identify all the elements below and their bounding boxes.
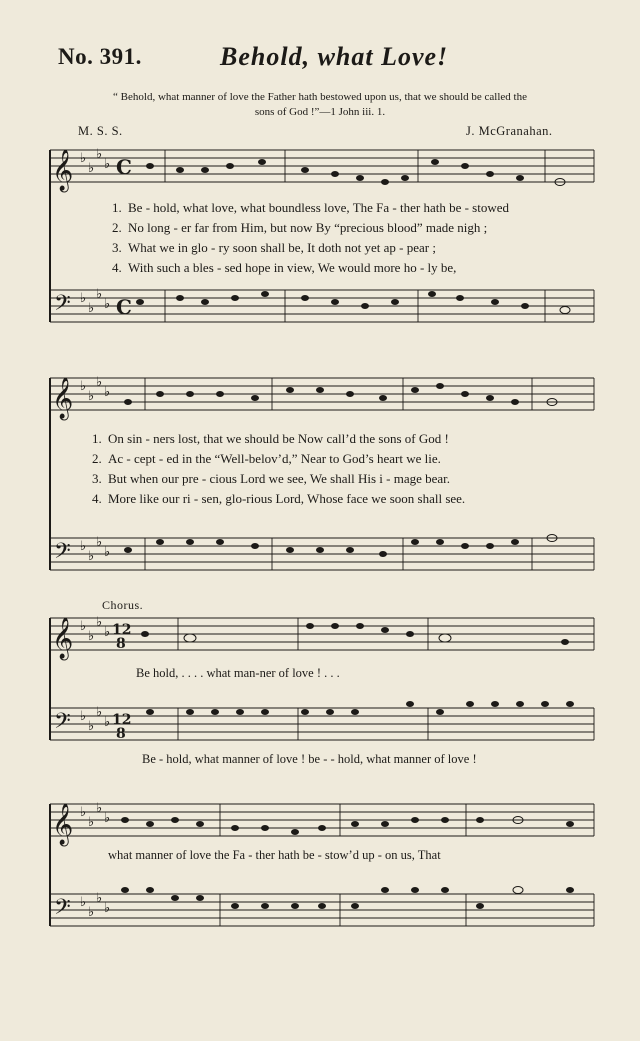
- svg-text:♭: ♭: [80, 379, 87, 394]
- svg-text:♭: ♭: [104, 811, 111, 826]
- hymn-number: No. 391.: [58, 44, 142, 69]
- svg-text:♭: ♭: [80, 151, 87, 166]
- bass-clef-icon: 𝄢: [54, 709, 71, 739]
- scripture-line-2: sons of God !”—1 John iii. 1.: [254, 106, 386, 118]
- svg-text:♭: ♭: [96, 615, 103, 630]
- treble-clef-icon: 𝄞: [52, 150, 74, 191]
- svg-text:8: 8: [116, 636, 126, 652]
- svg-text:♭: ♭: [104, 625, 111, 640]
- chorus-treble-lyric: Be hold, . . . . what man-ner of love ! . . .: [136, 666, 340, 680]
- svg-text:♭: ♭: [88, 815, 95, 830]
- composer-credit: J. McGranahan.: [466, 124, 553, 138]
- bass-clef-icon: 𝄢: [54, 895, 71, 925]
- svg-text:♭: ♭: [96, 801, 103, 816]
- svg-text:♭: ♭: [104, 297, 111, 312]
- verse-3-line-system1: 3. What we in glo - ry soon shall be, It doth not yet ap - pear ;: [112, 240, 436, 255]
- svg-text:C: C: [116, 155, 132, 179]
- svg-text:12: 12: [112, 712, 132, 728]
- staff-chorus-treble: [50, 618, 594, 650]
- svg-text:♭: ♭: [104, 901, 111, 916]
- system4-lyric: what manner of love the Fa - ther hath be - stow’d up - on us, That: [108, 848, 441, 862]
- hymn-title: Behold, what Love!: [220, 42, 449, 71]
- staff-system2-treble: [50, 378, 594, 410]
- staff-chorus-bass: [50, 708, 594, 740]
- svg-text:♭: ♭: [88, 629, 95, 644]
- svg-text:♭: ♭: [88, 389, 95, 404]
- staff-system4-bass: [50, 894, 594, 926]
- svg-text:♭: ♭: [104, 545, 111, 560]
- chorus-bass-lyric: Be - hold, what manner of love ! be - - hold, what manner of love !: [142, 752, 477, 766]
- staff-system4-treble: [50, 804, 594, 836]
- treble-clef-icon: 𝄞: [52, 804, 74, 845]
- verse-3-line-system2: 3. But when our pre - cious Lord we see, We shall His i - mage bear.: [92, 471, 451, 486]
- svg-text:♭: ♭: [80, 619, 87, 634]
- chorus-label: Chorus.: [102, 598, 144, 612]
- svg-text:♭: ♭: [80, 539, 87, 554]
- svg-text:♭: ♭: [96, 375, 103, 390]
- svg-text:♭: ♭: [80, 895, 87, 910]
- svg-text:12: 12: [112, 622, 132, 638]
- svg-text:♭: ♭: [88, 549, 95, 564]
- treble-clef-icon: 𝄞: [52, 378, 74, 419]
- verse-2-line-system2: 2. Ac - cept - ed in the “Well-belov’d,” Near to God’s heart we lie.: [92, 451, 441, 466]
- verse-2-line-system1: 2. No long - er far from Him, but now By “precious blood” made nigh ;: [112, 220, 488, 235]
- svg-text:8: 8: [116, 726, 126, 742]
- svg-text:♭: ♭: [96, 287, 103, 302]
- svg-text:♭: ♭: [88, 719, 95, 734]
- scripture-line-1: “ Behold, what manner of love the Father hath bestowed upon us, that we should be called the: [113, 91, 527, 103]
- svg-text:♭: ♭: [80, 291, 87, 306]
- verse-1-line-system2: 1. On sin - ners lost, that we should be Now call’d the sons of God !: [92, 431, 449, 446]
- svg-text:♭: ♭: [104, 157, 111, 172]
- verse-1-line-system1: 1. Be - hold, what love, what boundless love, The Fa - ther hath be - stowed: [112, 200, 510, 215]
- svg-text:C: C: [116, 295, 132, 319]
- svg-text:♭: ♭: [104, 715, 111, 730]
- svg-text:♭: ♭: [96, 891, 103, 906]
- treble-clef-icon: 𝄞: [52, 618, 74, 659]
- svg-text:♭: ♭: [104, 385, 111, 400]
- svg-text:♭: ♭: [88, 301, 95, 316]
- svg-text:♭: ♭: [80, 805, 87, 820]
- svg-text:♭: ♭: [96, 705, 103, 720]
- svg-text:♭: ♭: [96, 147, 103, 162]
- verse-4-line-system1: 4. With such a bles - sed hope in view, We would more ho - ly be,: [112, 260, 457, 275]
- bass-clef-icon: 𝄢: [54, 539, 71, 569]
- verse-4-line-system2: 4. More like our ri - sen, glo-rious Lord, Whose face we soon shall see.: [92, 491, 466, 506]
- svg-text:♭: ♭: [88, 161, 95, 176]
- svg-text:♭: ♭: [96, 535, 103, 550]
- bass-clef-icon: 𝄢: [54, 291, 71, 321]
- svg-text:♭: ♭: [88, 905, 95, 920]
- svg-text:♭: ♭: [80, 709, 87, 724]
- lyricist-credit: M. S. S.: [78, 124, 123, 138]
